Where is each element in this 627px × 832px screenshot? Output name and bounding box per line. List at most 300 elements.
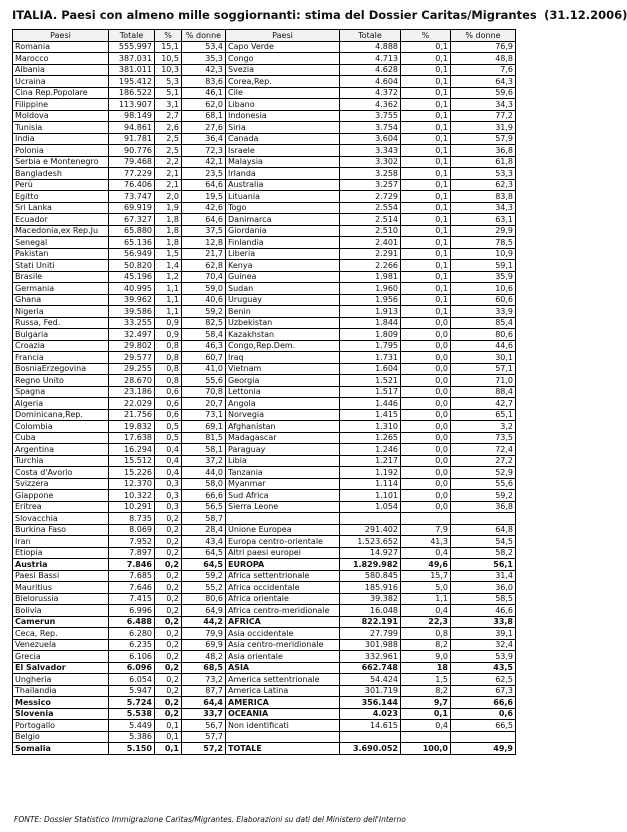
left-totale-cell: 56.949 [109, 248, 155, 260]
left-totale-cell: 67.327 [109, 214, 155, 226]
left-totale-cell: 16.294 [109, 444, 155, 456]
left-donne-cell: 44,2 [182, 616, 226, 628]
left-percent-cell: 0,2 [155, 593, 182, 605]
right-donne-cell: 88,4 [451, 386, 516, 398]
right-donne-cell: 53,9 [451, 651, 516, 663]
left-country-cell: Stati Uniti [13, 260, 109, 272]
right-percent-cell: 0,4 [401, 605, 451, 617]
left-donne-cell: 64,4 [182, 697, 226, 709]
right-totale-cell: 3.754 [340, 122, 401, 134]
left-country-cell: Serbia e Montenegro [13, 156, 109, 168]
left-donne-cell: 56,5 [182, 501, 226, 513]
left-percent-cell: 0,2 [155, 628, 182, 640]
table-row [13, 237, 516, 249]
right-country-cell: Siria [226, 122, 340, 134]
left-donne-cell: 44,0 [182, 467, 226, 479]
left-totale-cell: 40.995 [109, 283, 155, 295]
right-country-cell: Africa orientale [226, 593, 340, 605]
right-donne-cell: 10,9 [451, 248, 516, 260]
left-donne-cell: 62,8 [182, 260, 226, 272]
right-country-cell: Kazakhstan [226, 329, 340, 341]
left-donne-cell: 59,0 [182, 283, 226, 295]
left-donne-cell: 64,5 [182, 559, 226, 571]
left-totale-cell: 69.919 [109, 202, 155, 214]
left-totale-cell: 29.255 [109, 363, 155, 375]
right-percent-cell: 0,1 [401, 248, 451, 260]
table-row [13, 260, 516, 272]
table-row [13, 409, 516, 421]
left-donne-cell: 56,7 [182, 720, 226, 732]
right-donne-cell: 73,5 [451, 432, 516, 444]
right-country-cell: Uzbekistan [226, 317, 340, 329]
table-row [13, 225, 516, 237]
right-country-cell: Benin [226, 306, 340, 318]
left-country-cell: Ghana [13, 294, 109, 306]
right-percent-cell: 0,0 [401, 455, 451, 467]
left-country-cell: Tunisia [13, 122, 109, 134]
left-percent-cell: 0,4 [155, 455, 182, 467]
left-percent-cell: 1,8 [155, 237, 182, 249]
table-row [13, 248, 516, 260]
left-percent-cell: 10,5 [155, 53, 182, 65]
right-percent-cell: 0,1 [401, 168, 451, 180]
right-country-cell: Africa centro-meridionale [226, 605, 340, 617]
header-percent-right: % [401, 30, 451, 42]
right-percent-cell: 0,1 [401, 260, 451, 272]
left-country-cell: Perù [13, 179, 109, 191]
left-country-cell: India [13, 133, 109, 145]
right-country-cell: America Latina [226, 685, 340, 697]
right-donne-cell: 77,2 [451, 110, 516, 122]
left-country-cell: Albania [13, 64, 109, 76]
right-percent-cell: 0,1 [401, 64, 451, 76]
right-totale-cell: 4.628 [340, 64, 401, 76]
right-country-cell: Giordania [226, 225, 340, 237]
right-totale-cell: 3.302 [340, 156, 401, 168]
left-country-cell: Croazia [13, 340, 109, 352]
left-country-cell: Nigeria [13, 306, 109, 318]
right-donne-cell: 62,3 [451, 179, 516, 191]
table-row [13, 145, 516, 157]
table-row [13, 306, 516, 318]
left-percent-cell: 3,1 [155, 99, 182, 111]
right-donne-cell: 59,1 [451, 260, 516, 272]
left-percent-cell: 0,1 [155, 731, 182, 743]
table-row [13, 110, 516, 122]
table-row [13, 536, 516, 548]
left-country-cell: Cuba [13, 432, 109, 444]
right-country-cell: Canada [226, 133, 340, 145]
left-totale-cell: 195.412 [109, 76, 155, 88]
table-row [13, 421, 516, 433]
right-percent-cell: 0,1 [401, 110, 451, 122]
left-totale-cell: 73.747 [109, 191, 155, 203]
left-percent-cell: 0,8 [155, 352, 182, 364]
left-percent-cell: 2,5 [155, 133, 182, 145]
left-donne-cell: 57,7 [182, 731, 226, 743]
right-country-cell: Libia [226, 455, 340, 467]
left-percent-cell: 0,3 [155, 501, 182, 513]
right-country-cell: Tanzania [226, 467, 340, 479]
left-donne-cell: 70,8 [182, 386, 226, 398]
right-totale-cell: 2.291 [340, 248, 401, 260]
left-totale-cell: 186.522 [109, 87, 155, 99]
left-country-cell: Francia [13, 352, 109, 364]
right-totale-cell: 1.101 [340, 490, 401, 502]
header-totale-right: Totale [340, 30, 401, 42]
left-donne-cell: 55,6 [182, 375, 226, 387]
left-donne-cell: 83,6 [182, 76, 226, 88]
right-donne-cell: 71,0 [451, 375, 516, 387]
right-country-cell: Afghanistan [226, 421, 340, 433]
right-totale-cell: 3.755 [340, 110, 401, 122]
left-totale-cell: 6.106 [109, 651, 155, 663]
table-row [13, 582, 516, 594]
left-percent-cell: 1,8 [155, 225, 182, 237]
left-percent-cell: 0,4 [155, 467, 182, 479]
left-percent-cell: 0,8 [155, 363, 182, 375]
left-percent-cell: 0,2 [155, 536, 182, 548]
right-percent-cell: 22,3 [401, 616, 451, 628]
left-percent-cell: 0,6 [155, 409, 182, 421]
left-percent-cell: 0,2 [155, 639, 182, 651]
left-donne-cell: 35,3 [182, 53, 226, 65]
table-row [13, 616, 516, 628]
left-percent-cell: 0,2 [155, 674, 182, 686]
table-row [13, 179, 516, 191]
left-country-cell: Bielorussia [13, 593, 109, 605]
table-row [13, 53, 516, 65]
right-percent-cell: 100,0 [401, 743, 451, 755]
left-totale-cell: 7.685 [109, 570, 155, 582]
right-donne-cell: 59,6 [451, 87, 516, 99]
table-row [13, 513, 516, 525]
right-country-cell: America settentrionale [226, 674, 340, 686]
right-country-cell: Togo [226, 202, 340, 214]
table-row [13, 547, 516, 559]
left-totale-cell: 10.322 [109, 490, 155, 502]
left-totale-cell: 39.962 [109, 294, 155, 306]
right-totale-cell: 1.523.652 [340, 536, 401, 548]
left-country-cell: Germania [13, 283, 109, 295]
left-percent-cell: 0,9 [155, 317, 182, 329]
left-percent-cell: 0,5 [155, 432, 182, 444]
left-totale-cell: 7.415 [109, 593, 155, 605]
right-percent-cell: 0,1 [401, 99, 451, 111]
left-donne-cell: 64,9 [182, 605, 226, 617]
left-totale-cell: 15.226 [109, 467, 155, 479]
right-percent-cell: 0,0 [401, 444, 451, 456]
right-percent-cell: 0,1 [401, 41, 451, 53]
left-totale-cell: 76.406 [109, 179, 155, 191]
left-country-cell: Pakistan [13, 248, 109, 260]
left-donne-cell: 43,4 [182, 536, 226, 548]
right-country-cell: Kenya [226, 260, 340, 272]
right-percent-cell: 0,0 [401, 375, 451, 387]
right-totale-cell: 1.521 [340, 375, 401, 387]
right-percent-cell: 0,4 [401, 547, 451, 559]
table-row [13, 87, 516, 99]
left-percent-cell: 5,3 [155, 76, 182, 88]
table-row [13, 386, 516, 398]
right-percent-cell: 15,7 [401, 570, 451, 582]
right-totale-cell: 14.927 [340, 547, 401, 559]
right-totale-cell: 4.372 [340, 87, 401, 99]
left-percent-cell: 1,1 [155, 306, 182, 318]
table-row [13, 697, 516, 709]
left-percent-cell: 0,2 [155, 708, 182, 720]
left-percent-cell: 15,1 [155, 41, 182, 53]
right-country-cell: Congo,Rep.Dem. [226, 340, 340, 352]
left-percent-cell: 0,2 [155, 570, 182, 582]
left-country-cell: Russa, Fed. [13, 317, 109, 329]
right-country-cell: AFRICA [226, 616, 340, 628]
right-totale-cell: 1.114 [340, 478, 401, 490]
right-totale-cell: 4.362 [340, 99, 401, 111]
left-totale-cell: 6.096 [109, 662, 155, 674]
left-donne-cell: 42,1 [182, 156, 226, 168]
right-donne-cell: 48,8 [451, 53, 516, 65]
left-donne-cell: 79,9 [182, 628, 226, 640]
left-percent-cell: 1,2 [155, 271, 182, 283]
right-percent-cell: 0,1 [401, 76, 451, 88]
left-totale-cell: 29.802 [109, 340, 155, 352]
left-country-cell: Slovenia [13, 708, 109, 720]
right-donne-cell: 64,3 [451, 76, 516, 88]
left-country-cell: Argentina [13, 444, 109, 456]
right-donne-cell: 36,8 [451, 501, 516, 513]
right-totale-cell: 4.713 [340, 53, 401, 65]
left-country-cell: Camerun [13, 616, 109, 628]
right-donne-cell: 31,9 [451, 122, 516, 134]
left-country-cell: Brasile [13, 271, 109, 283]
right-donne-cell: 76,9 [451, 41, 516, 53]
left-country-cell: Bangladesh [13, 168, 109, 180]
table-row [13, 674, 516, 686]
right-donne-cell: 33,8 [451, 616, 516, 628]
right-country-cell: Iraq [226, 352, 340, 364]
left-percent-cell: 0,2 [155, 697, 182, 709]
left-country-cell: Bulgaria [13, 329, 109, 341]
left-percent-cell: 2,5 [155, 145, 182, 157]
right-percent-cell: 41,3 [401, 536, 451, 548]
right-totale-cell: 1.604 [340, 363, 401, 375]
right-percent-cell: 0,0 [401, 478, 451, 490]
left-totale-cell: 94.861 [109, 122, 155, 134]
left-totale-cell: 7.646 [109, 582, 155, 594]
right-totale-cell: 1.310 [340, 421, 401, 433]
left-totale-cell: 381.011 [109, 64, 155, 76]
left-country-cell: Mauritius [13, 582, 109, 594]
right-totale-cell: 3.258 [340, 168, 401, 180]
left-percent-cell: 10,3 [155, 64, 182, 76]
left-totale-cell: 65.136 [109, 237, 155, 249]
left-country-cell: Polonia [13, 145, 109, 157]
table-row [13, 685, 516, 697]
right-percent-cell: 0,0 [401, 467, 451, 479]
left-country-cell: Bolivia [13, 605, 109, 617]
table-body [13, 41, 516, 754]
left-donne-cell: 53,4 [182, 41, 226, 53]
right-donne-cell: 10,6 [451, 283, 516, 295]
right-donne-cell: 60,6 [451, 294, 516, 306]
table-row [13, 329, 516, 341]
left-donne-cell: 73,1 [182, 409, 226, 421]
right-totale-cell: 1.731 [340, 352, 401, 364]
right-percent-cell: 8,2 [401, 639, 451, 651]
left-percent-cell: 2,0 [155, 191, 182, 203]
right-percent-cell: 0,1 [401, 122, 451, 134]
left-totale-cell: 15.512 [109, 455, 155, 467]
table-row [13, 628, 516, 640]
table-row [13, 731, 516, 743]
right-donne-cell: 57,9 [451, 133, 516, 145]
left-country-cell: Marocco [13, 53, 109, 65]
left-totale-cell: 7.846 [109, 559, 155, 571]
right-country-cell: Malaysia [226, 156, 340, 168]
right-percent-cell: 0,1 [401, 179, 451, 191]
right-totale-cell: 2.401 [340, 237, 401, 249]
right-totale-cell: 1.960 [340, 283, 401, 295]
right-country-cell: OCEANIA [226, 708, 340, 720]
right-percent-cell: 0,0 [401, 363, 451, 375]
right-donne-cell: 56,1 [451, 559, 516, 571]
right-donne-cell: 39,1 [451, 628, 516, 640]
table-row [13, 122, 516, 134]
left-donne-cell: 59,2 [182, 570, 226, 582]
right-totale-cell: 2.554 [340, 202, 401, 214]
left-totale-cell: 21.756 [109, 409, 155, 421]
right-donne-cell: 61,8 [451, 156, 516, 168]
right-donne-cell: 62,5 [451, 674, 516, 686]
left-donne-cell: 42,6 [182, 202, 226, 214]
right-donne-cell: 59,2 [451, 490, 516, 502]
left-country-cell: Paesi Bassi [13, 570, 109, 582]
left-country-cell: Iran [13, 536, 109, 548]
right-donne-cell: 27,2 [451, 455, 516, 467]
left-percent-cell: 0,2 [155, 559, 182, 571]
right-totale-cell: 356.144 [340, 697, 401, 709]
left-percent-cell: 0,3 [155, 478, 182, 490]
header-paesi-right: Paesi [226, 30, 340, 42]
left-totale-cell: 6.054 [109, 674, 155, 686]
left-country-cell: Sri Lanka [13, 202, 109, 214]
right-donne-cell: 42,7 [451, 398, 516, 410]
left-totale-cell: 32.497 [109, 329, 155, 341]
left-donne-cell: 72,3 [182, 145, 226, 157]
table-row [13, 455, 516, 467]
right-totale-cell: 39.382 [340, 593, 401, 605]
right-donne-cell: 29,9 [451, 225, 516, 237]
right-donne-cell: 55,6 [451, 478, 516, 490]
right-percent-cell: 0,8 [401, 628, 451, 640]
table-row [13, 156, 516, 168]
right-totale-cell: 1.809 [340, 329, 401, 341]
left-percent-cell: 2,6 [155, 122, 182, 134]
right-percent-cell: 0,1 [401, 87, 451, 99]
right-donne-cell: 30,1 [451, 352, 516, 364]
table-row [13, 294, 516, 306]
left-totale-cell: 6.235 [109, 639, 155, 651]
left-donne-cell: 48,2 [182, 651, 226, 663]
right-percent-cell: 0,1 [401, 202, 451, 214]
right-totale-cell: 1.956 [340, 294, 401, 306]
right-percent-cell: 0,0 [401, 501, 451, 513]
left-country-cell: Messico [13, 697, 109, 709]
left-country-cell: Ecuador [13, 214, 109, 226]
right-country-cell: Sud Africa [226, 490, 340, 502]
right-country-cell: Sudan [226, 283, 340, 295]
left-donne-cell: 36,4 [182, 133, 226, 145]
table-row [13, 271, 516, 283]
left-donne-cell: 58,7 [182, 513, 226, 525]
left-totale-cell: 8.069 [109, 524, 155, 536]
right-percent-cell: 0,1 [401, 133, 451, 145]
right-percent-cell: 0,4 [401, 720, 451, 732]
soggiornanti-table [12, 29, 516, 755]
right-percent-cell: 1,5 [401, 674, 451, 686]
left-country-cell: Venezuela [13, 639, 109, 651]
left-totale-cell: 90.776 [109, 145, 155, 157]
left-totale-cell: 6.996 [109, 605, 155, 617]
right-country-cell: Israele [226, 145, 340, 157]
right-totale-cell: 3.604 [340, 133, 401, 145]
right-totale-cell: 1.265 [340, 432, 401, 444]
right-donne-cell: 3,2 [451, 421, 516, 433]
table-row [13, 524, 516, 536]
left-country-cell: El Salvador [13, 662, 109, 674]
right-totale-cell: 580.845 [340, 570, 401, 582]
right-country-cell: Sierra Leone [226, 501, 340, 513]
table-row [13, 490, 516, 502]
right-country-cell: Cile [226, 87, 340, 99]
table-row [13, 743, 516, 755]
left-donne-cell: 69,1 [182, 421, 226, 433]
left-donne-cell: 19,5 [182, 191, 226, 203]
table-row [13, 478, 516, 490]
left-totale-cell: 8.735 [109, 513, 155, 525]
left-totale-cell: 19.832 [109, 421, 155, 433]
left-totale-cell: 555.997 [109, 41, 155, 53]
left-percent-cell: 0,4 [155, 444, 182, 456]
left-totale-cell: 6.488 [109, 616, 155, 628]
left-percent-cell: 1,4 [155, 260, 182, 272]
right-donne-cell: 53,3 [451, 168, 516, 180]
left-percent-cell: 2,1 [155, 179, 182, 191]
right-totale-cell: 4.888 [340, 41, 401, 53]
left-donne-cell: 46,1 [182, 87, 226, 99]
right-donne-cell: 36,0 [451, 582, 516, 594]
right-totale-cell: 1.981 [340, 271, 401, 283]
left-totale-cell: 65.880 [109, 225, 155, 237]
right-percent-cell: 0,1 [401, 156, 451, 168]
left-totale-cell: 79.468 [109, 156, 155, 168]
header-percent-left: % [155, 30, 182, 42]
left-donne-cell: 70,4 [182, 271, 226, 283]
right-donne-cell: 7,6 [451, 64, 516, 76]
right-totale-cell: 1.913 [340, 306, 401, 318]
left-country-cell: Slovacchia [13, 513, 109, 525]
right-country-cell: Guinea [226, 271, 340, 283]
left-totale-cell: 91.781 [109, 133, 155, 145]
table-row [13, 570, 516, 582]
right-country-cell: Liberia [226, 248, 340, 260]
right-percent-cell: 0,1 [401, 237, 451, 249]
right-totale-cell: 1.246 [340, 444, 401, 456]
page-title [12, 6, 627, 24]
table-row [13, 41, 516, 53]
left-country-cell: Spagna [13, 386, 109, 398]
